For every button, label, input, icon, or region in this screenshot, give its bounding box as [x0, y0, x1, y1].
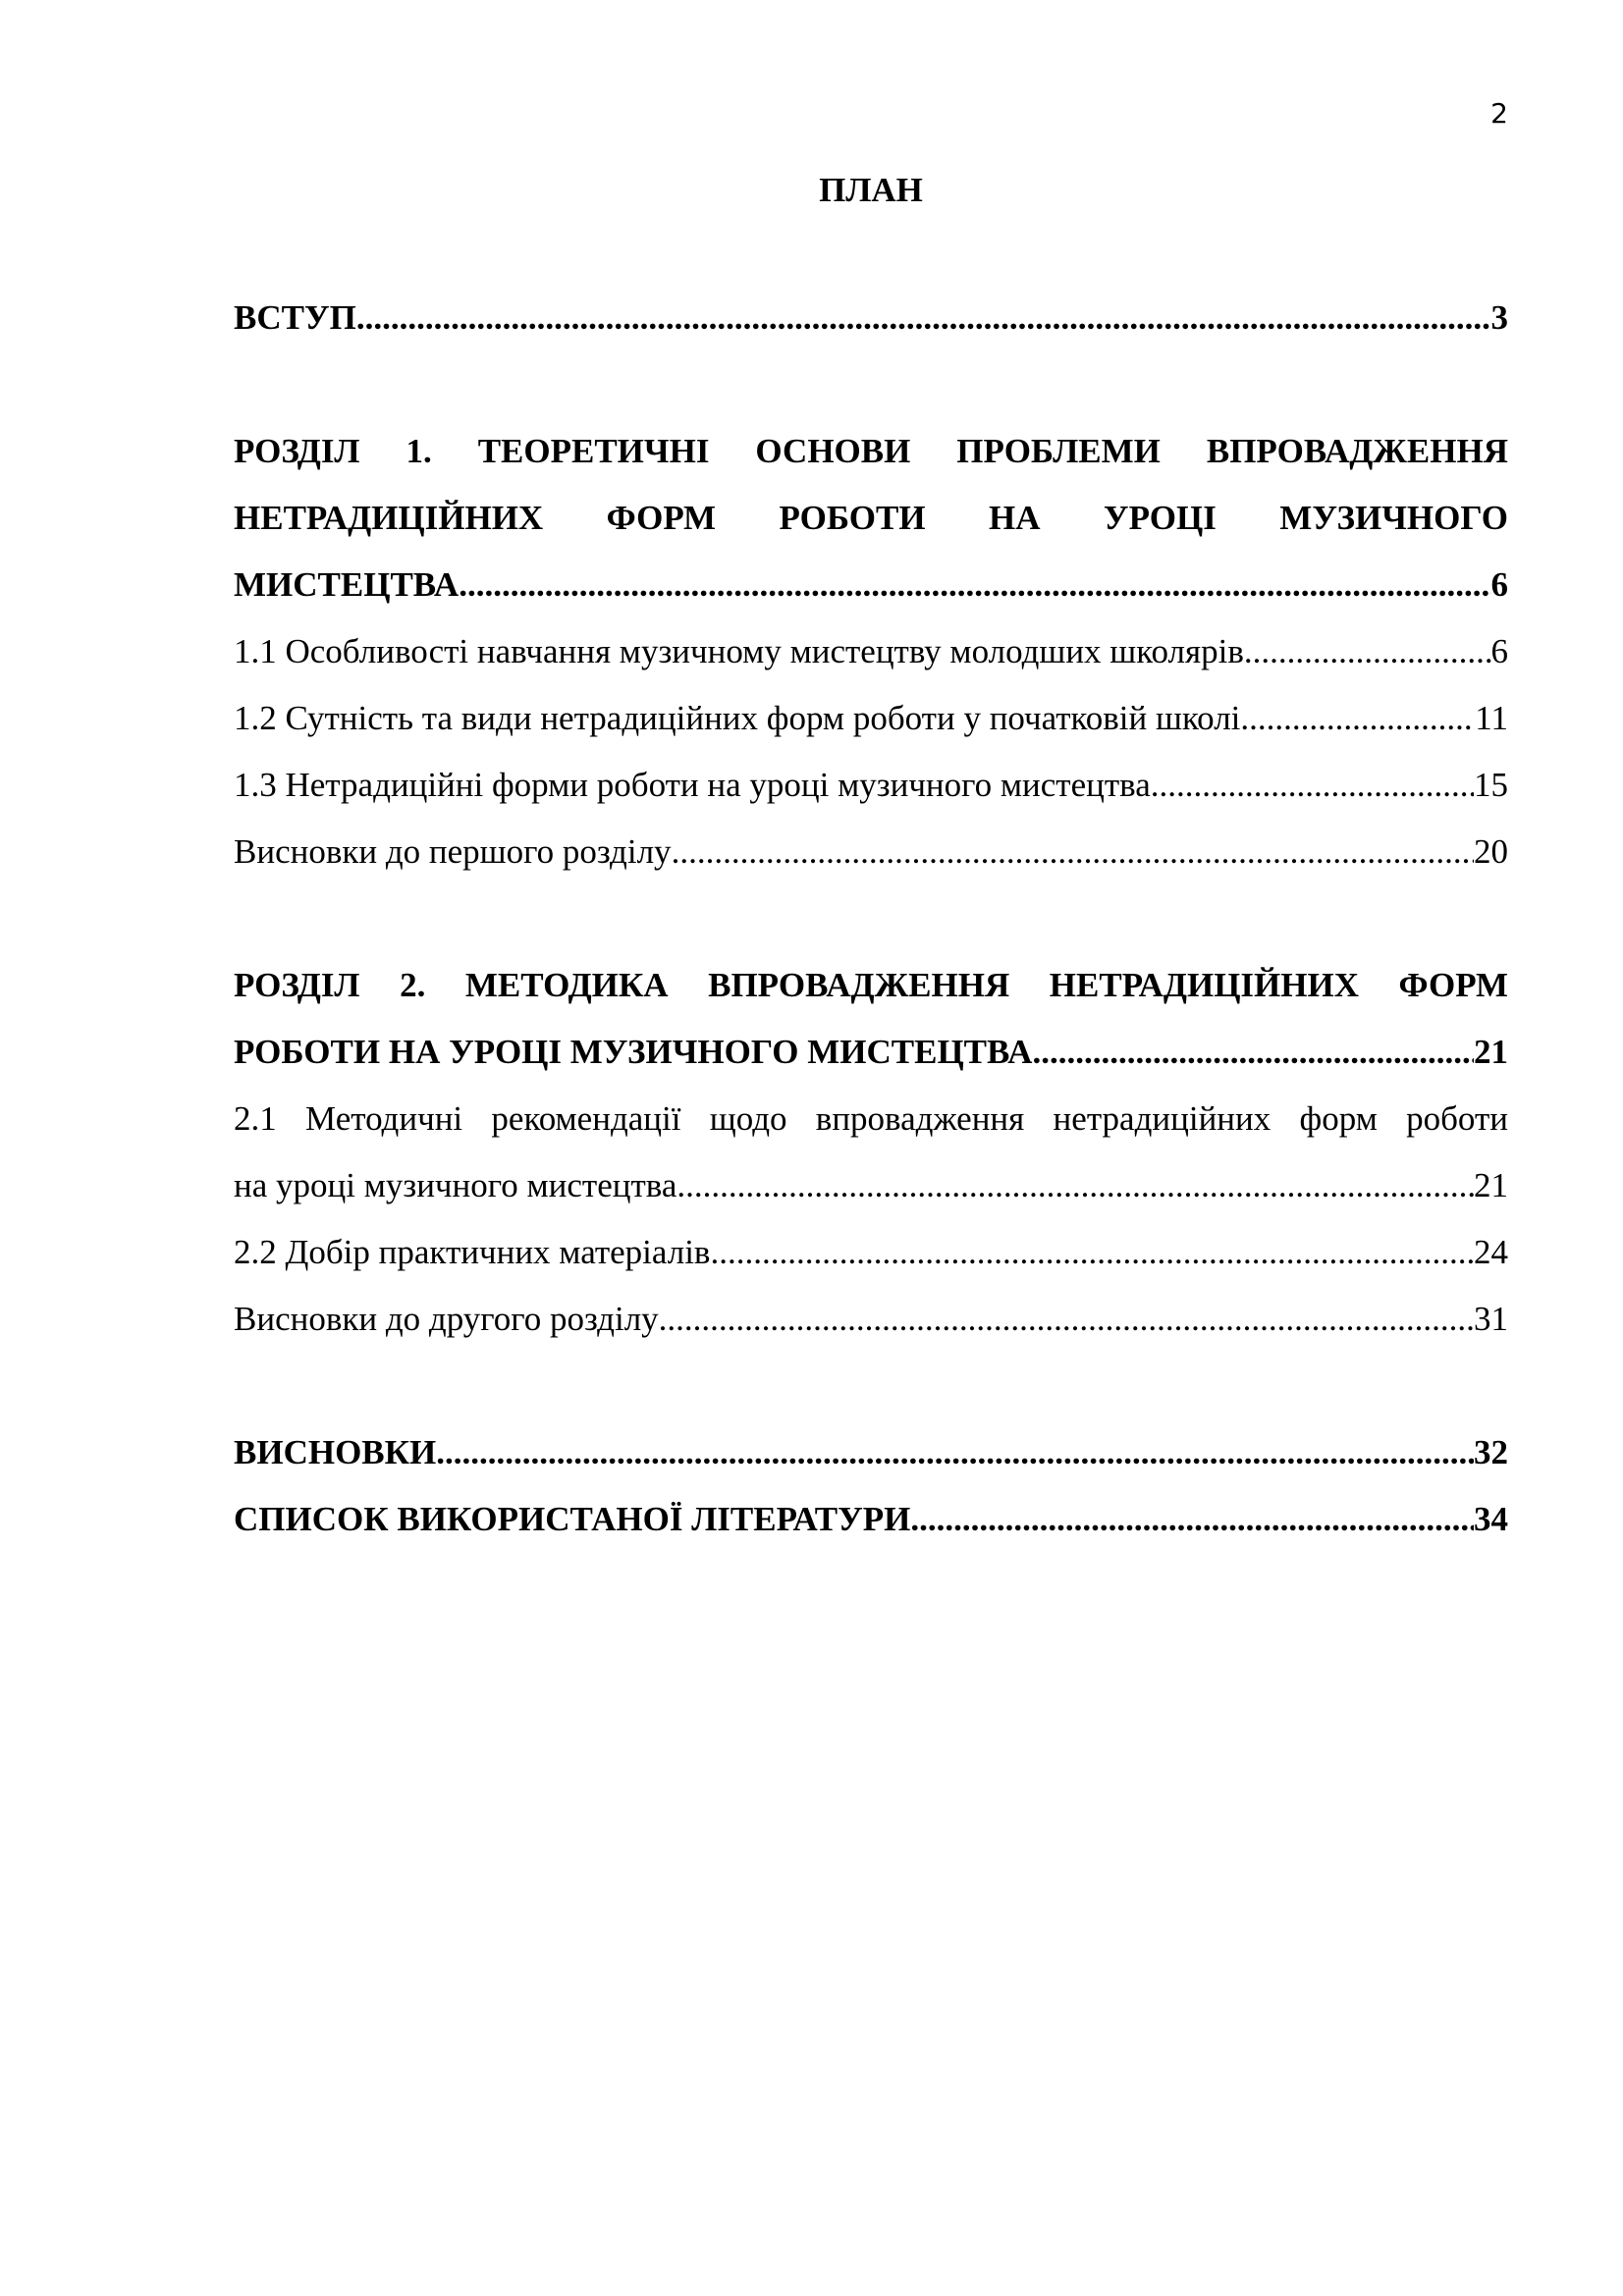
toc-entry-line [234, 1419, 1508, 1486]
dot-leader [356, 285, 1491, 351]
dot-leader [1151, 752, 1474, 819]
toc-entry-page: 34 [1474, 1500, 1508, 1538]
table-of-contents [234, 285, 1508, 1553]
toc-entry-references[interactable] [234, 1486, 1508, 1553]
toc-entry-title: 1.1 Особливості навчання музичному мистецтву молодших школярів [234, 632, 1244, 670]
toc-entry-title: 2.2 Добір практичних матеріалів [234, 1233, 711, 1271]
toc-entry-line [234, 1486, 1508, 1553]
toc-entry-chapter-1-conclusions[interactable] [234, 819, 1508, 885]
toc-entry-line [234, 1152, 1508, 1219]
toc-entry-page: 6 [1490, 632, 1508, 670]
toc-entry-title: РОБОТИ НА УРОЦІ МУЗИЧНОГО МИСТЕЦТВА [234, 1033, 1033, 1071]
toc-entry-line [234, 285, 1508, 351]
dot-leader [436, 1419, 1474, 1486]
toc-entry-title-line: 2.1 Методичні рекомендації щодо впровадження нетрадиційних форм роботи [234, 1099, 1508, 1138]
dot-leader [459, 552, 1490, 618]
dot-leader [672, 819, 1474, 885]
dot-leader [659, 1286, 1474, 1353]
toc-entry-section-1-1[interactable] [234, 618, 1508, 685]
dot-leader [1244, 618, 1491, 685]
dot-leader [1032, 1019, 1474, 1086]
toc-entry-title: 1.3 Нетрадиційні форми роботи на уроці музичного мистецтва [234, 766, 1151, 804]
toc-entry-page: 24 [1474, 1233, 1508, 1271]
toc-entry-section-1-3[interactable] [234, 752, 1508, 819]
toc-entry-line [234, 1219, 1508, 1286]
toc-entry-page: 32 [1474, 1433, 1508, 1471]
toc-title: ПЛАН [819, 171, 923, 209]
toc-entry-page: 20 [1474, 832, 1508, 871]
toc-entry-title-line: РОЗДІЛ 2. МЕТОДИКА ВПРОВАДЖЕННЯ НЕТРАДИЦІЙНИХ ФОРМ [234, 966, 1508, 1004]
toc-entry-page: 3 [1490, 298, 1508, 337]
toc-entry-chapter-1[interactable] [234, 418, 1508, 618]
toc-entry-title: на уроці музичного мистецтва [234, 1166, 677, 1204]
toc-entry-page: 11 [1475, 699, 1508, 737]
toc-entry-line [234, 552, 1508, 618]
toc-entry-page: 6 [1490, 565, 1508, 604]
toc-entry-title: МИСТЕЦТВА [234, 565, 460, 604]
toc-entry-conclusions[interactable] [234, 1419, 1508, 1486]
toc-entry-title: 1.2 Сутність та види нетрадиційних форм роботи у початковій школі [234, 699, 1241, 737]
toc-entry-title: ВСТУП [234, 298, 356, 337]
toc-entry-line [234, 618, 1508, 685]
toc-entry-title-line: НЕТРАДИЦІЙНИХ ФОРМ РОБОТИ НА УРОЦІ МУЗИЧНОГО [234, 499, 1508, 537]
toc-entry-line [234, 1286, 1508, 1353]
toc-entry-page: 21 [1474, 1166, 1508, 1204]
dot-leader [1240, 685, 1475, 752]
dot-leader [710, 1219, 1474, 1286]
toc-entry-line [234, 819, 1508, 885]
toc-entry-page: 15 [1474, 766, 1508, 804]
toc-entry-page: 31 [1474, 1300, 1508, 1338]
toc-entry-page: 21 [1474, 1033, 1508, 1071]
toc-entry-line [234, 685, 1508, 752]
toc-entry-chapter-2-conclusions[interactable] [234, 1286, 1508, 1353]
toc-entry-introduction[interactable] [234, 285, 1508, 351]
toc-entry-title: СПИСОК ВИКОРИСТАНОЇ ЛІТЕРАТУРИ [234, 1500, 911, 1538]
toc-entry-section-2-1[interactable] [234, 1086, 1508, 1219]
toc-entry-title: Висновки до другого розділу [234, 1300, 659, 1338]
toc-entry-section-1-2[interactable] [234, 685, 1508, 752]
toc-entry-section-2-2[interactable] [234, 1219, 1508, 1286]
toc-entry-line [234, 1019, 1508, 1086]
dot-leader [910, 1486, 1474, 1553]
toc-entry-title: ВИСНОВКИ [234, 1433, 437, 1471]
toc-entry-line [234, 752, 1508, 819]
toc-entry-title: Висновки до першого розділу [234, 832, 672, 871]
toc-entry-title-line: РОЗДІЛ 1. ТЕОРЕТИЧНІ ОСНОВИ ПРОБЛЕМИ ВПРОВАДЖЕННЯ [234, 432, 1508, 470]
toc-entry-chapter-2[interactable] [234, 952, 1508, 1086]
page-number: 2 [1490, 97, 1508, 130]
dot-leader [676, 1152, 1474, 1219]
